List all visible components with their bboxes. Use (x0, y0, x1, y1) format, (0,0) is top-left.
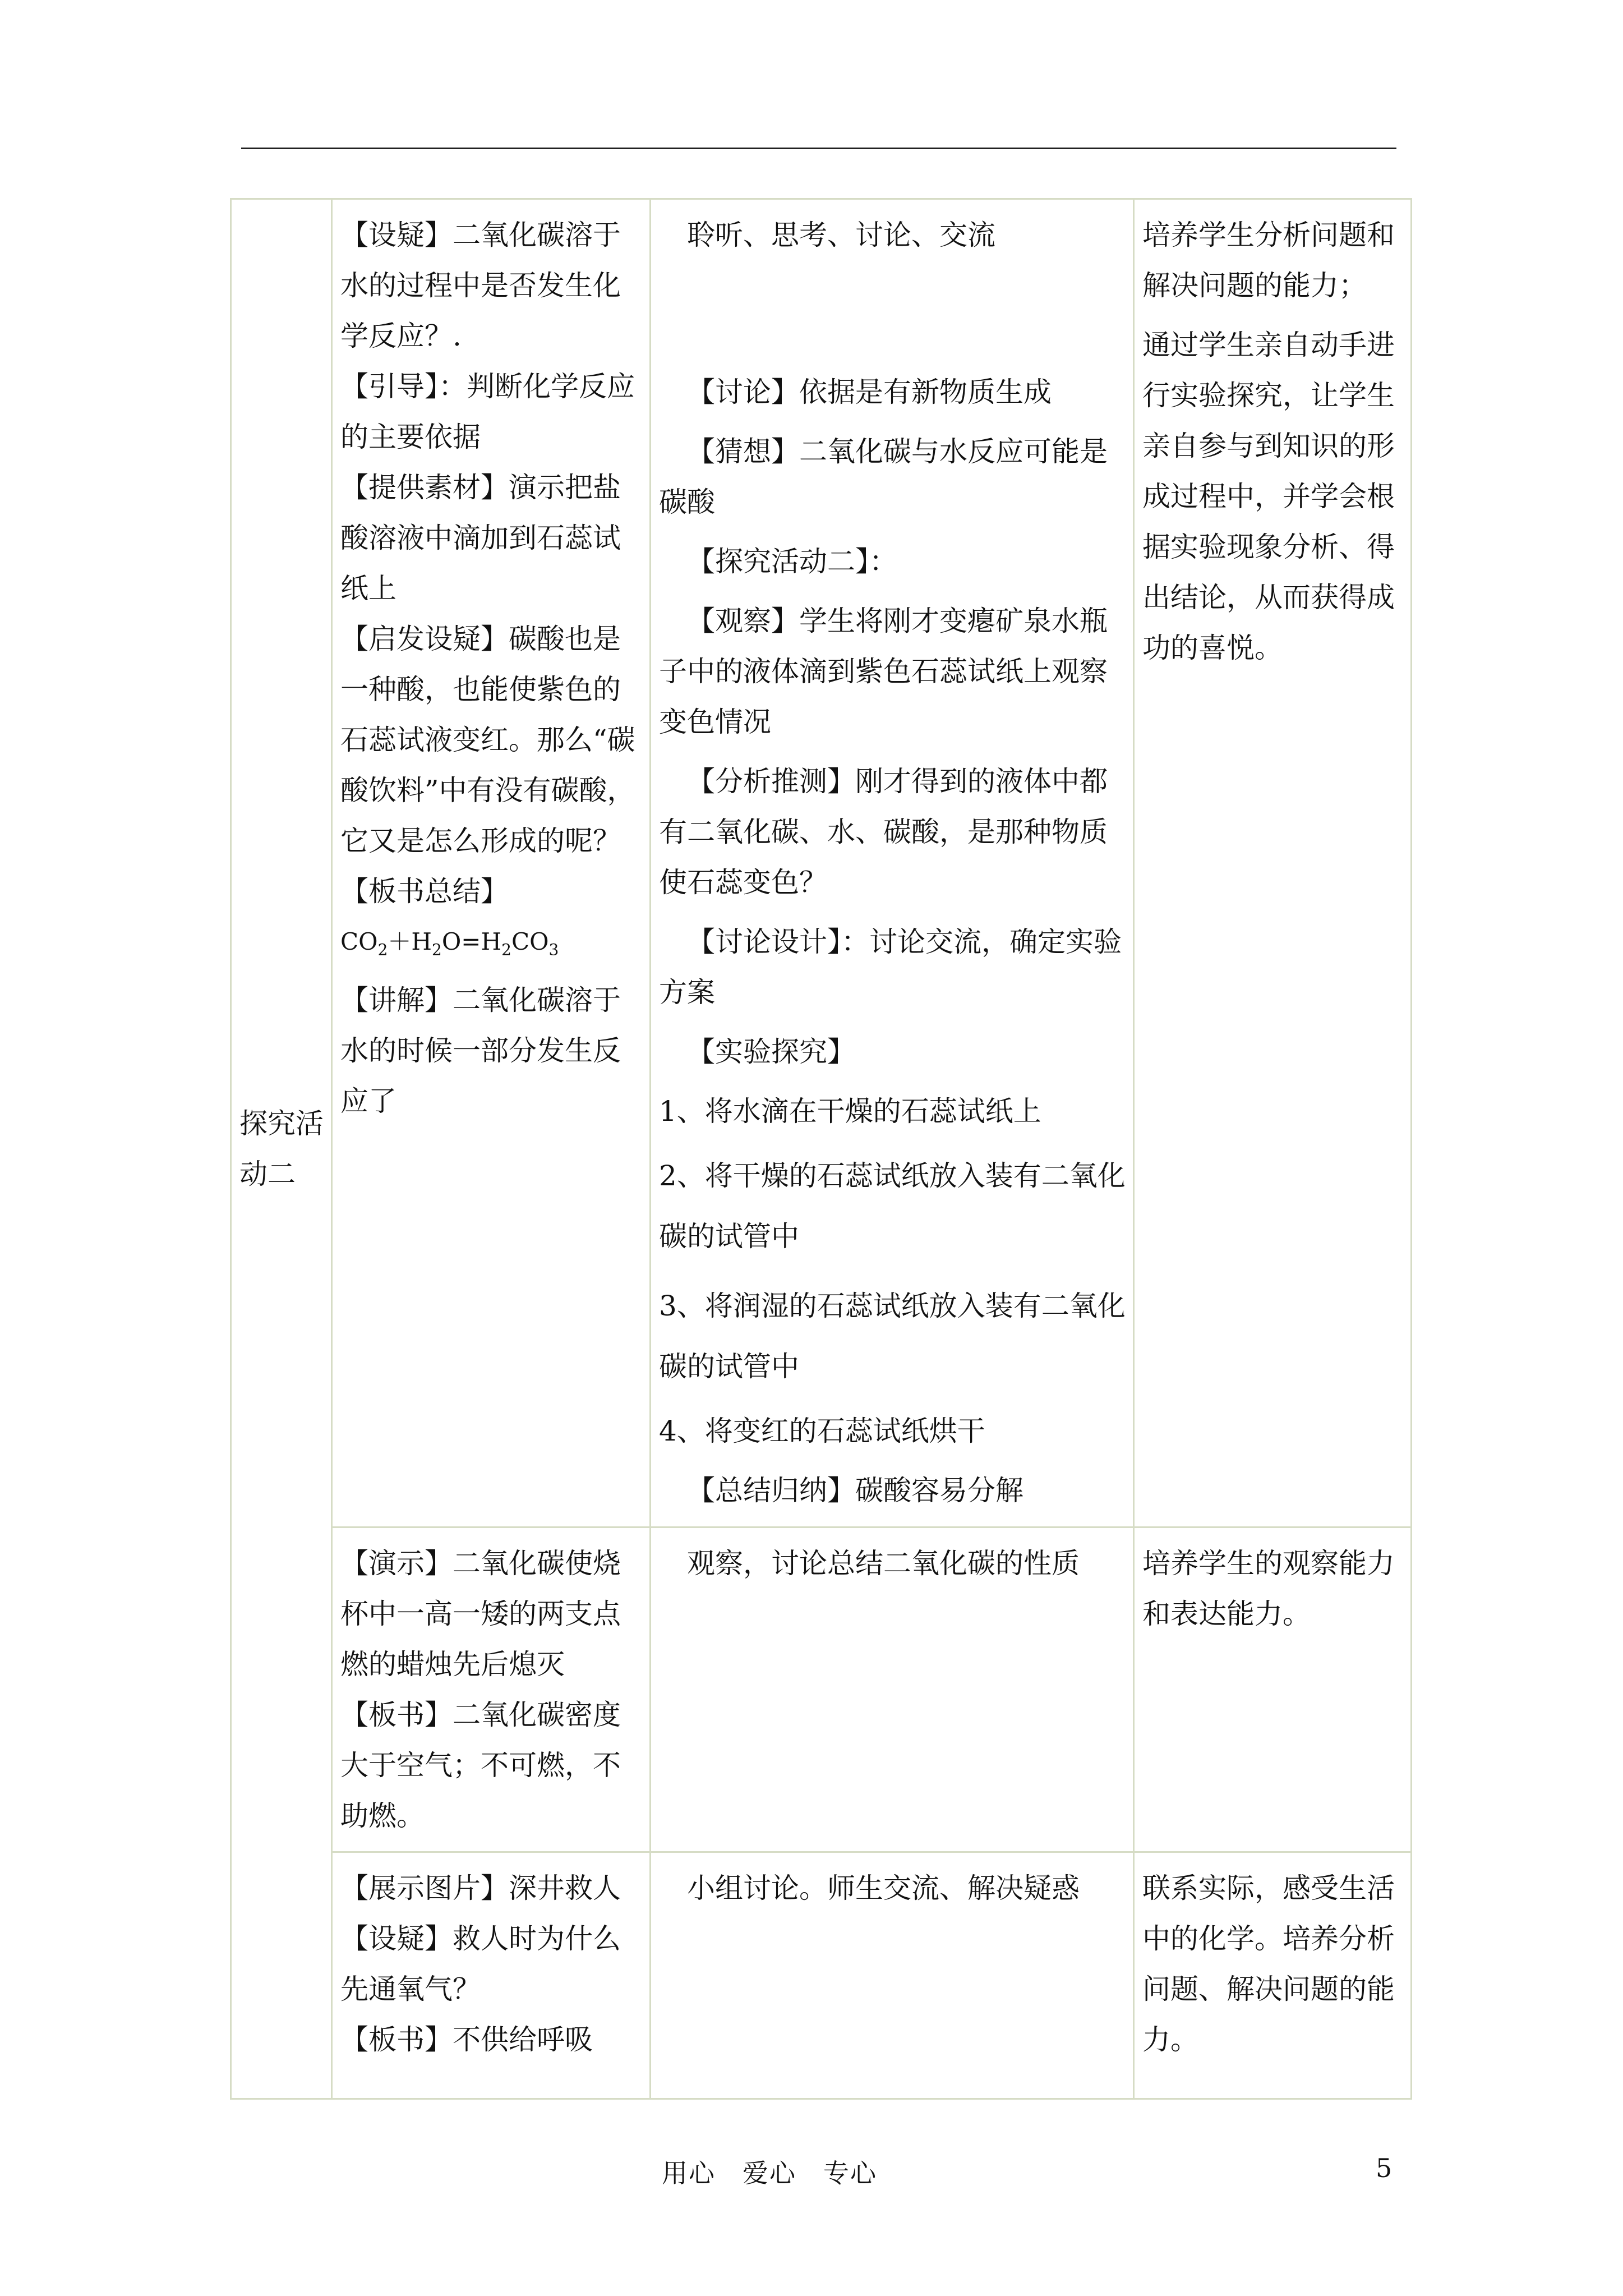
intent-cell (1134, 1852, 1412, 2099)
student-line: 聆听、思考、讨论、交流 (687, 219, 995, 251)
teacher-line: 【提供素材】演示把盐酸溶液中滴加到石蕊试纸上 (340, 471, 621, 605)
teacher-cell (332, 1527, 651, 1852)
student-line: 【探究活动二】： (687, 545, 897, 578)
teacher-line: 【设疑】救人时为什么先通氧气？ (340, 1922, 621, 2005)
student-line: 【实验探究】 (687, 1036, 855, 1068)
teacher-line: 【板书】不供给呼吸 (340, 2023, 593, 2056)
chemical-equation: $CO_2+H_2O=H_2CO_3$ (340, 928, 559, 959)
header-rule (241, 148, 1396, 149)
student-line: 【猜想】二氧化碳与水反应可能是碳酸 (659, 435, 1108, 518)
intent-line: 培养学生分析问题和解决问题的能力； (1142, 219, 1395, 302)
table-row (231, 1852, 1412, 2099)
table-row (231, 199, 1412, 1527)
teacher-cell (332, 199, 651, 1527)
student-line: 小组讨论。师生交流、解决疑惑 (687, 1872, 1080, 1904)
student-line: 1、将水滴在干燥的石蕊试纸上 (659, 1095, 1041, 1128)
student-line: 【讨论】依据是有新物质生成 (687, 376, 1052, 408)
footer-motto: 用心 爱心 专心 (662, 2158, 877, 2188)
stage-cell (231, 199, 332, 2099)
teacher-cell (332, 1852, 651, 2099)
student-line: 观察，讨论总结二氧化碳的性质 (687, 1547, 1080, 1580)
teacher-line: 【启发设疑】碳酸也是一种酸，也能使紫色的石蕊试液变红。那么“碳酸饮料”中有没有碳酸，它又是怎么形成的呢？ (340, 623, 635, 857)
lesson-table (230, 198, 1412, 2100)
teacher-line: 【展示图片】深井救人 (340, 1872, 621, 1904)
intent-cell (1134, 199, 1412, 1527)
intent-line: 通过学生亲自动手进行实验探究，让学生亲自参与到知识的形成过程中，并学会根据实验现象分析、得出结论，从而获得成功的喜悦。 (1142, 329, 1395, 664)
student-line: 4、将变红的石蕊试纸烘干 (659, 1415, 985, 1447)
teacher-line: 【引导】：判断化学反应的主要依据 (340, 370, 635, 453)
student-cell (651, 1527, 1134, 1852)
teacher-line: 【板书总结】 (340, 875, 509, 908)
student-line: 【分析推测】刚才得到的液体中都有二氧化碳、水、碳酸，是那种物质使石蕊变色？ (659, 765, 1108, 899)
student-line: 3、将润湿的石蕊试纸放入装有二氧化碳的试管中 (659, 1290, 1126, 1383)
student-line: 【讨论设计】：讨论交流，确定实验方案 (659, 926, 1122, 1009)
stage-label: 探究活动二 (239, 1107, 324, 1190)
page-number: 5 (1376, 2153, 1393, 2183)
intent-line: 培养学生的观察能力和表达能力。 (1142, 1547, 1395, 1630)
student-line: 【总结归纳】碳酸容易分解 (687, 1474, 1023, 1507)
teacher-line: 【讲解】二氧化碳溶于水的时候一部分发生反应了 (340, 984, 621, 1118)
student-line: 2、将干燥的石蕊试纸放入装有二氧化碳的试管中 (659, 1159, 1126, 1253)
table-row (231, 1527, 1412, 1852)
student-cell (651, 1852, 1134, 2099)
student-line: 【观察】学生将刚才变瘪矿泉水瓶子中的液体滴到紫色石蕊试纸上观察变色情况 (659, 605, 1108, 738)
intent-cell (1134, 1527, 1412, 1852)
teacher-line: 【板书】二氧化碳密度大于空气；不可燃，不助燃。 (340, 1699, 621, 1832)
teacher-line: 【演示】二氧化碳使烧杯中一高一矮的两支点燃的蜡烛先后熄灭 (340, 1547, 621, 1681)
intent-line: 联系实际，感受生活中的化学。培养分析问题、解决问题的能力。 (1142, 1872, 1395, 2056)
student-cell (651, 199, 1134, 1527)
teacher-line: 【设疑】二氧化碳溶于水的过程中是否发生化学反应？. (340, 219, 621, 352)
